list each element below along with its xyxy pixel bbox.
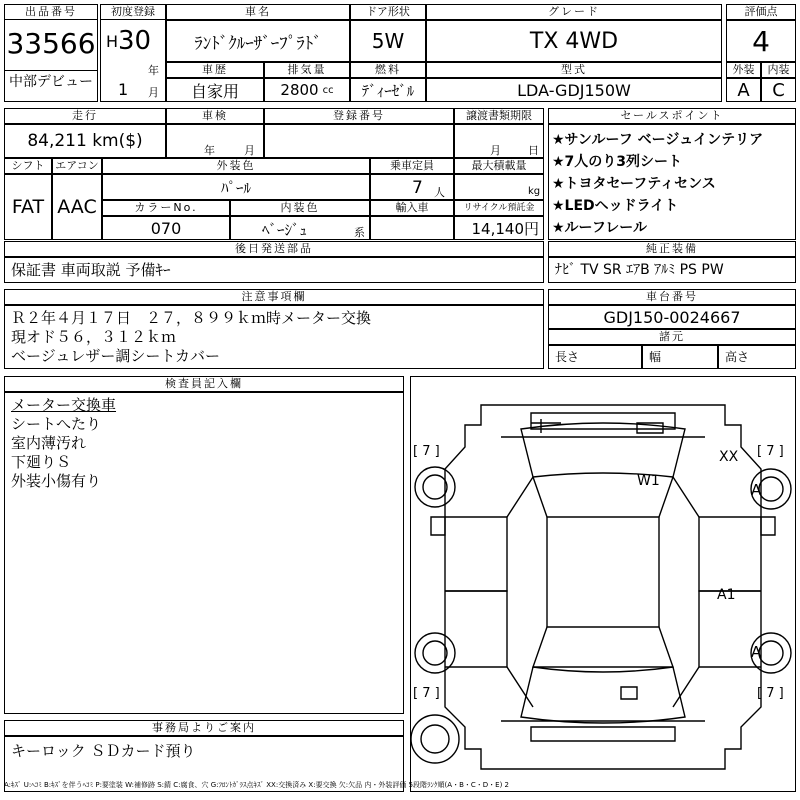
tread-rr: [ 7 ] bbox=[757, 686, 784, 701]
sales-point-item: ★トヨタセーフティセンス bbox=[552, 176, 716, 192]
region-badge: 中部デビュー bbox=[4, 70, 98, 92]
car-name-label: 車名 bbox=[166, 4, 350, 20]
aircon: AAC bbox=[52, 174, 102, 240]
history: 自家用 bbox=[166, 78, 264, 102]
legend: A:ｷｽﾞ U:ﾍｺﾐ B:ｷｽﾞを伴うﾍｺﾐ P:要塗装 W:補修跡 S:錆 C:腐食、穴 G:ﾌﾛﾝﾄｶﾞﾗｽ点ｷｽﾞ XX:交換済み X:要交換 欠:欠品 内・外装評価 5段階ﾗﾝｸ順(A・B・C・D・E) 2 bbox=[4, 781, 509, 789]
tread-fl: [ 7 ] bbox=[413, 444, 440, 459]
fuel-label: 燃料 bbox=[350, 62, 426, 78]
inspection-year: 年 bbox=[204, 144, 215, 157]
sales-point-item: ★サンルーフ ベージュインテリア bbox=[552, 132, 764, 148]
sales-point-item: ★LEDヘッドライト bbox=[552, 198, 679, 214]
note-line: 現オド５６，３１２ｋｍ bbox=[11, 328, 177, 346]
office-label: 事務局よりご案内 bbox=[4, 720, 404, 736]
interior-suffix: 系 bbox=[354, 226, 365, 239]
score-label: 評価点 bbox=[726, 4, 796, 20]
car-name: ﾗﾝﾄﾞｸﾙｰｻﾞｰﾌﾟﾗﾄﾞ bbox=[166, 20, 350, 62]
import-cell bbox=[370, 216, 454, 240]
later-parts: 保証書 車両取説 予備ｷｰ bbox=[4, 257, 544, 283]
color-no: 070 bbox=[102, 216, 230, 240]
month: 1 bbox=[118, 80, 129, 99]
model: LDA-GDJ150W bbox=[426, 78, 722, 102]
inspector-line: 室内薄汚れ bbox=[11, 434, 87, 452]
width-label: 幅 bbox=[649, 350, 662, 364]
dims-height bbox=[718, 345, 796, 369]
int-grade: C bbox=[761, 78, 796, 102]
length-label: 長さ bbox=[555, 350, 580, 364]
capacity: 7 bbox=[412, 178, 423, 198]
year-unit: 年 bbox=[148, 64, 159, 77]
mileage-label: 走行 bbox=[4, 108, 166, 124]
grade: TX 4WD bbox=[426, 20, 722, 62]
era: H bbox=[106, 32, 119, 51]
note-line: ベージュレザー調シートカバー bbox=[11, 347, 220, 365]
ext-grade: A bbox=[726, 78, 761, 102]
ext-label: 外装 bbox=[726, 62, 761, 78]
reg-no-label: 登録番号 bbox=[264, 108, 454, 124]
office-note: キーロック ＳＤカード預り bbox=[4, 736, 404, 792]
history-label: 車歴 bbox=[166, 62, 264, 78]
sales-points-list bbox=[548, 124, 796, 240]
damage-mark: W1 bbox=[637, 473, 660, 489]
inspector-line: 外装小傷有り bbox=[11, 472, 102, 490]
capacity-unit: 人 bbox=[434, 186, 445, 199]
grade-label: グレード bbox=[426, 4, 722, 20]
notes-list bbox=[4, 305, 544, 369]
model-label: 型式 bbox=[426, 62, 722, 78]
dims-length bbox=[548, 345, 642, 369]
height-label: 高さ bbox=[725, 350, 750, 364]
tread-rl: [ 7 ] bbox=[413, 686, 440, 701]
load-unit: kg bbox=[528, 186, 541, 197]
reg-no-cell bbox=[264, 124, 454, 158]
damage-mark: A bbox=[751, 481, 762, 499]
month-unit: 月 bbox=[148, 86, 159, 99]
interior-color: ﾍﾞｰｼﾞｭ bbox=[262, 221, 308, 239]
sales-points-label: セールスポイント bbox=[548, 108, 796, 124]
damage-mark: XX bbox=[719, 449, 739, 465]
later-parts-label: 後日発送部品 bbox=[4, 241, 544, 257]
color-label: 外装色 bbox=[102, 158, 370, 174]
tread-fr: [ 7 ] bbox=[757, 444, 784, 459]
inspector-label: 検査員記入欄 bbox=[4, 376, 404, 392]
door-label: ドア形状 bbox=[350, 4, 426, 20]
year: 30 bbox=[118, 26, 152, 56]
car-diagram-svg bbox=[411, 377, 795, 791]
displacement: 2800 bbox=[280, 81, 319, 99]
inspection-label: 車検 bbox=[166, 108, 264, 124]
shift: FAT bbox=[4, 174, 52, 240]
lot-label: 出品番号 bbox=[4, 4, 98, 20]
shift-label: シフト bbox=[4, 158, 52, 174]
chassis-label: 車台番号 bbox=[548, 289, 796, 305]
inspector-line: 下廻りＳ bbox=[11, 453, 72, 471]
damage-mark: A bbox=[751, 643, 762, 661]
sales-point-item: ★ルーフレール bbox=[552, 220, 648, 236]
damage-mark: A1 bbox=[717, 587, 736, 603]
score: 4 bbox=[726, 20, 796, 62]
displacement-unit: cc bbox=[322, 84, 334, 96]
recycle: 14,140円 bbox=[454, 216, 544, 240]
load-label: 最大積載量 bbox=[454, 158, 544, 174]
chassis-number: GDJ150-0024667 bbox=[548, 305, 796, 329]
displacement-cell bbox=[264, 78, 350, 102]
transfer-day: 日 bbox=[528, 144, 539, 157]
equipment-label: 純正装備 bbox=[548, 241, 796, 257]
int-label: 内装 bbox=[761, 62, 796, 78]
car-diagram bbox=[410, 376, 796, 792]
notes-label: 注意事項欄 bbox=[4, 289, 544, 305]
color: ﾊﾟｰﾙ bbox=[102, 174, 370, 200]
equipment: ﾅﾋﾞ TV SR ｴｱB ｱﾙﾐ PS PW bbox=[548, 257, 796, 283]
import-label: 輸入車 bbox=[370, 200, 454, 216]
first-reg-label: 初度登録 bbox=[100, 4, 166, 20]
dims-label: 諸元 bbox=[548, 329, 796, 345]
fuel: ﾃﾞｨｰｾﾞﾙ bbox=[350, 78, 426, 102]
door-type: 5W bbox=[350, 20, 426, 62]
inspector-line: シートへたり bbox=[11, 415, 102, 433]
inspector-line: メーター交換車 bbox=[11, 396, 117, 414]
aircon-label: エアコン bbox=[52, 158, 102, 174]
inspection-month: 月 bbox=[244, 144, 255, 157]
inspector-list bbox=[4, 392, 404, 714]
sales-point-item: ★7人のり3列シート bbox=[552, 154, 683, 170]
transfer-label: 譲渡書類期限 bbox=[454, 108, 544, 124]
recycle-label: リサイクル預託金 bbox=[454, 200, 544, 216]
note-line: Ｒ２年４月１７日 ２７，８９９ｋｍ時メーター交換 bbox=[11, 309, 372, 327]
transfer-month: 月 bbox=[490, 144, 501, 157]
displacement-label: 排気量 bbox=[264, 62, 350, 78]
lot-number: 33566 bbox=[6, 27, 96, 60]
mileage: 84,211 km($) bbox=[4, 124, 166, 158]
color-no-label: カラーNo. bbox=[102, 200, 230, 216]
interior-color-label: 内装色 bbox=[230, 200, 370, 216]
capacity-label: 乗車定員 bbox=[370, 158, 454, 174]
dims-width bbox=[642, 345, 718, 369]
